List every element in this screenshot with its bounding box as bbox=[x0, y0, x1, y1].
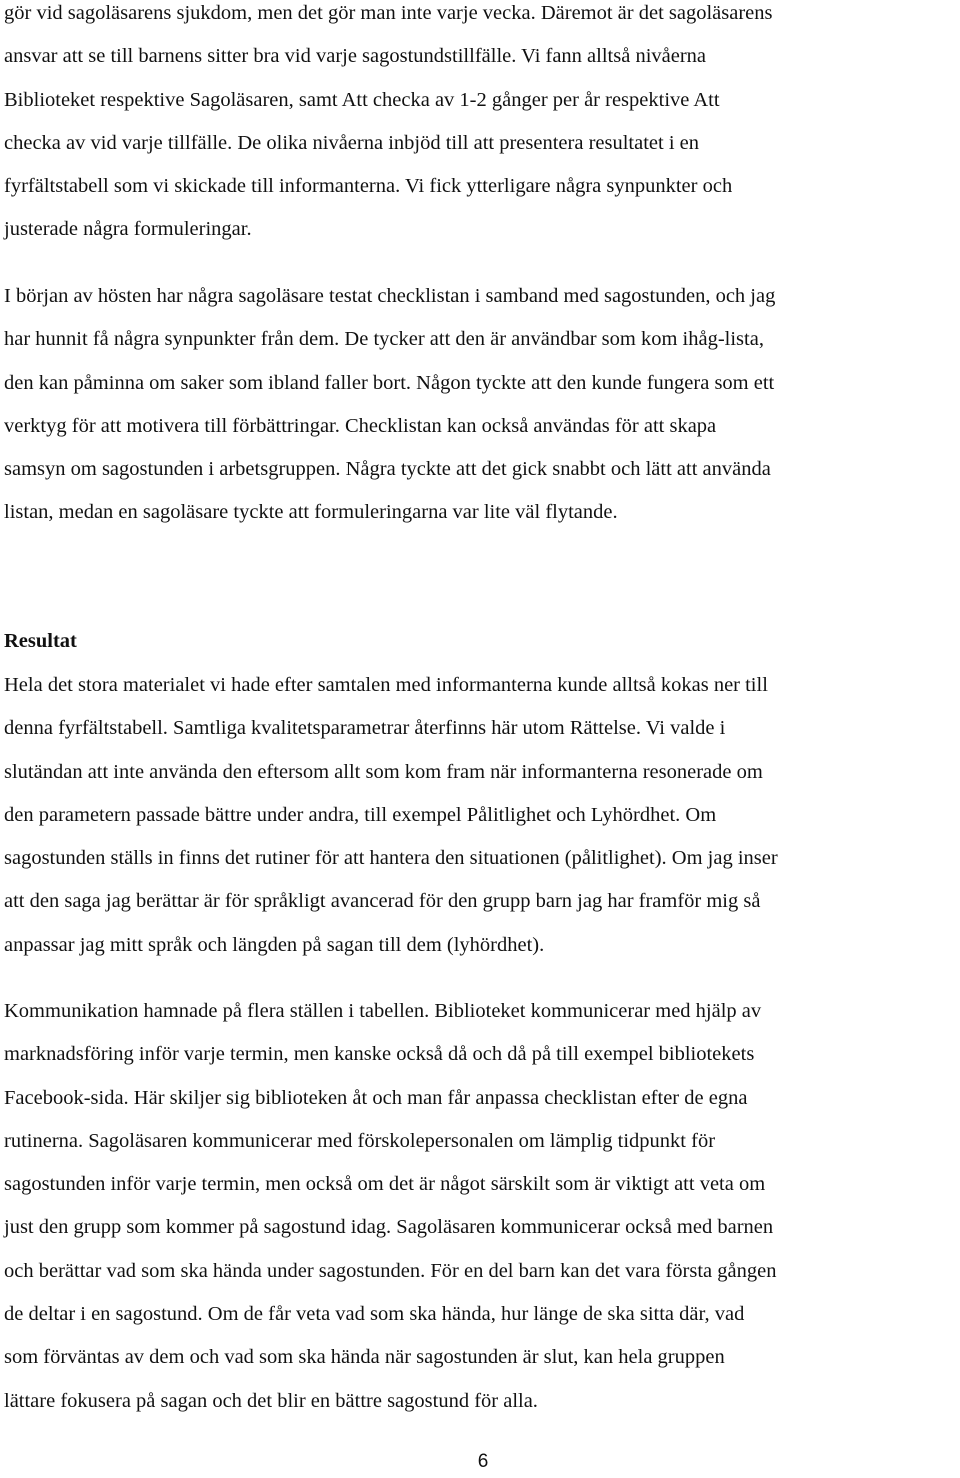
text-line: den kan påminna om saker som ibland faller bort. Någon tyckte att den kunde fungera som ett bbox=[4, 371, 775, 394]
text-line: just den grupp som kommer på sagostund idag. Sagoläsaren kommunicerar också med barnen bbox=[4, 1216, 774, 1239]
text-line: I början av hösten har några sagoläsare testat checklistan i samband med sagostunden, och jag bbox=[4, 285, 776, 307]
text-line: justerade några formuleringar. bbox=[4, 218, 252, 241]
text-line: som förväntas av dem och vad som ska hända när sagostunden är slut, kan hela gruppen bbox=[4, 1346, 725, 1369]
text-line: de deltar i en sagostund. Om de får veta vad som ska hända, hur länge de ska sitta där, vad bbox=[4, 1303, 745, 1326]
text-line: Kommunikation hamnade på flera ställen i tabellen. Biblioteket kommunicerar med hjälp av bbox=[4, 1000, 762, 1022]
text-line: lättare fokusera på sagan och det blir en bättre sagostund för alla. bbox=[4, 1389, 538, 1412]
text-line: rutinerna. Sagoläsaren kommunicerar med förskolepersonalen om lämplig tidpunkt för bbox=[4, 1129, 716, 1152]
text-line: denna fyrfältstabell. Samtliga kvalitetsparametrar återfinns här utom Rättelse. Vi valde i bbox=[4, 717, 726, 740]
text-line: sagostunden ställs in finns det rutiner för att hantera den situationen (pålitlighet). Om jag inser bbox=[4, 847, 778, 870]
text-line: Facebook-sida. Här skiljer sig biblioteken åt och man får anpassa checklistan efter de egna bbox=[4, 1086, 748, 1109]
paragraph-1 bbox=[4, 0, 773, 252]
text-line: fyrfältstabell som vi skickade till informanterna. Vi fick ytterligare några synpunkter och bbox=[4, 175, 733, 198]
text-line: gör vid sagoläsarens sjukdom, men det gör man inte varje vecka. Däremot är det sagoläsarens bbox=[4, 2, 773, 24]
text-line: Biblioteket respektive Sagoläsaren, samt Att checka av 1-2 gånger per år respektive Att bbox=[4, 88, 720, 111]
text-line: sagostunden inför varje termin, men också om det är något särskilt som är viktigt att veta om bbox=[4, 1173, 766, 1196]
text-line: listan, medan en sagoläsare tyckte att formuleringarna var lite väl flytande. bbox=[4, 501, 618, 524]
text-line: anpassar jag mitt språk och längden på sagan till dem (lyhördhet). bbox=[4, 933, 545, 956]
text-line: den parametern passade bättre under andra, till exempel Pålitlighet och Lyhördhet. Om bbox=[4, 803, 717, 826]
text-line: att den saga jag berättar är för språkligt avancerad för den grupp barn jag har framför mig så bbox=[4, 890, 761, 913]
text-line: slutändan att inte använda den eftersom allt som kom fram när informanterna resonerade om bbox=[4, 760, 763, 783]
section-heading: Resultat bbox=[4, 630, 77, 652]
text-line: verktyg för att motivera till förbättringar. Checklistan kan också användas för att skapa bbox=[4, 414, 717, 437]
text-line: har hunnit få några synpunkter från dem. De tycker att den är användbar som kom ihåg-lista, bbox=[4, 328, 764, 351]
text-line: marknadsföring inför varje termin, men kanske också då och då på till exempel bibliotekets bbox=[4, 1043, 755, 1066]
text-line: samsyn om sagostunden i arbetsgruppen. Några tyckte att det gick snabbt och lätt att använda bbox=[4, 458, 771, 481]
text-line: checka av vid varje tillfälle. De olika nivåerna inbjöd till att presentera resultatet i en bbox=[4, 131, 700, 154]
paragraph-2 bbox=[4, 275, 775, 535]
text-line: ansvar att se till barnens sitter bra vid varje sagostundstillfälle. Vi fann alltså nivåerna bbox=[4, 45, 707, 68]
text-line: Hela det stora materialet vi hade efter samtalen med informanterna kunde alltså kokas ner till bbox=[4, 674, 768, 696]
paragraph-3 bbox=[4, 664, 778, 967]
paragraph-4 bbox=[4, 990, 776, 1423]
text-line: och berättar vad som ska hända under sagostunden. För en del barn kan det vara första gången bbox=[4, 1259, 777, 1282]
page-number: 6 bbox=[477, 1451, 489, 1472]
